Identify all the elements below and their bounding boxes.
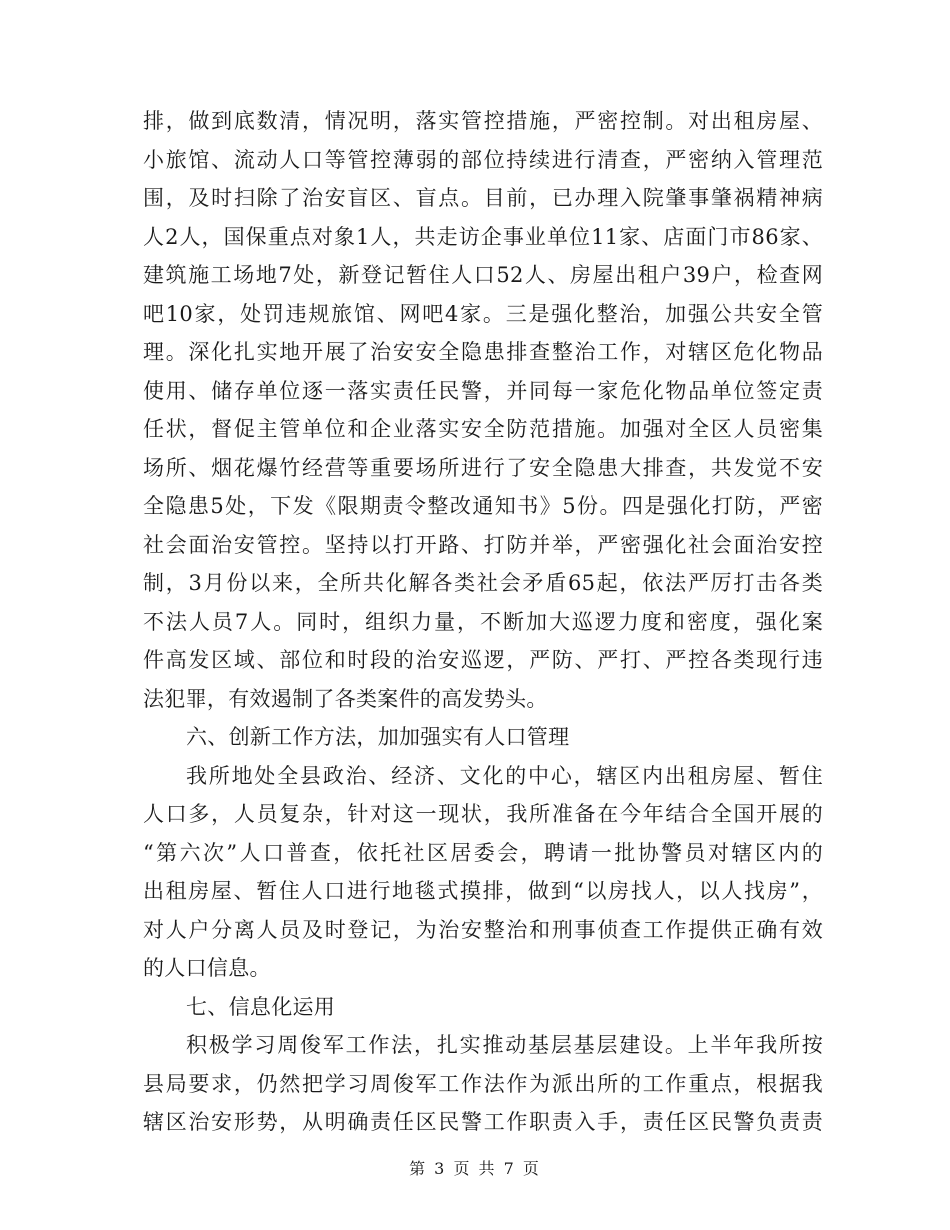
text-line: 六、创新工作方法，加加强实有人口管理 [186, 725, 570, 749]
text-line: 社会面治安管控。坚持以打开路、打防并举，严密强化社会面治安控 [143, 532, 823, 557]
text-line: 排，做到底数清，情况明，落实管控措施，严密控制。对出租房屋、 [143, 109, 823, 133]
text-line: 对人户分离人员及时登记，为治安整治和刑事侦查工作提供正确有效 [143, 917, 823, 942]
text-line: 使用、储存单位逐一落实责任民警，并同每一家危化物品单位签定责 [143, 378, 823, 403]
text-line: 建筑施工场地7处，新登记暂住人口52人、房屋出租户39户，检查网 [143, 263, 823, 287]
text-line: 制，3月份以来，全所共化解各类社会矛盾65起，依法严厉打击各类 [143, 571, 823, 595]
body-text [143, 102, 823, 1142]
text-line: 场所、烟花爆竹经营等重要场所进行了安全隐患大排查，共发觉不安 [143, 455, 823, 480]
text-line: 县局要求，仍然把学习周俊军工作法作为派出所的工作重点，根据我 [143, 1071, 823, 1096]
text-line: 我所地处全县政治、经济、文化的中心，辖区内出租房屋、暂住 [186, 763, 823, 788]
text-line: “第六次”人口普查，依托社区居委会，聘请一批协警员对辖区内的 [143, 840, 823, 865]
text-line: 辖区治安形势，从明确责任区民警工作职责入手，责任区民警负责责 [143, 1110, 823, 1134]
text-line: 围，及时扫除了治安盲区、盲点。目前，已办理入院肇事肇祸精神病 [143, 186, 823, 210]
text-line: 理。深化扎实地开展了治安安全隐患排查整治工作，对辖区危化物品 [143, 340, 823, 364]
text-line: 出租房屋、暂住人口进行地毯式摸排，做到“以房找人，以人找房”， [143, 879, 823, 903]
text-line: 的人口信息。 [143, 956, 271, 980]
text-line: 任状，督促主管单位和企业落实安全防范措施。加强对全区人员密集 [143, 417, 823, 441]
text-line: 小旅馆、流动人口等管控薄弱的部位持续进行清查，严密纳入管理范 [143, 147, 823, 172]
text-line: 七、信息化运用 [186, 994, 336, 1019]
text-line: 法犯罪，有效遏制了各类案件的高发势头。 [143, 686, 548, 711]
text-line: 积极学习周俊军工作法，扎实推动基层基层建设。上半年我所按 [186, 1033, 823, 1057]
text-line: 人口多，人员复杂，针对这一现状，我所准备在今年结合全国开展的 [143, 802, 823, 826]
text-line: 吧10家，处罚违规旅馆、网吧4家。三是强化整治，加强公共安全管 [143, 301, 823, 326]
text-line: 人2人，国保重点对象1人，共走访企事业单位11家、店面门市86家、 [143, 224, 823, 249]
text-line: 不法人员7人。同时，组织力量，不断加大巡逻力度和密度，强化案 [143, 609, 823, 634]
page-footer: 第 3 页 共 7 页 [409, 1159, 541, 1178]
text-line: 全隐患5处，下发《限期责令整改通知书》5份。四是强化打防，严密 [143, 494, 823, 518]
text-line: 件高发区域、部位和时段的治安巡逻，严防、严打、严控各类现行违 [143, 648, 823, 672]
